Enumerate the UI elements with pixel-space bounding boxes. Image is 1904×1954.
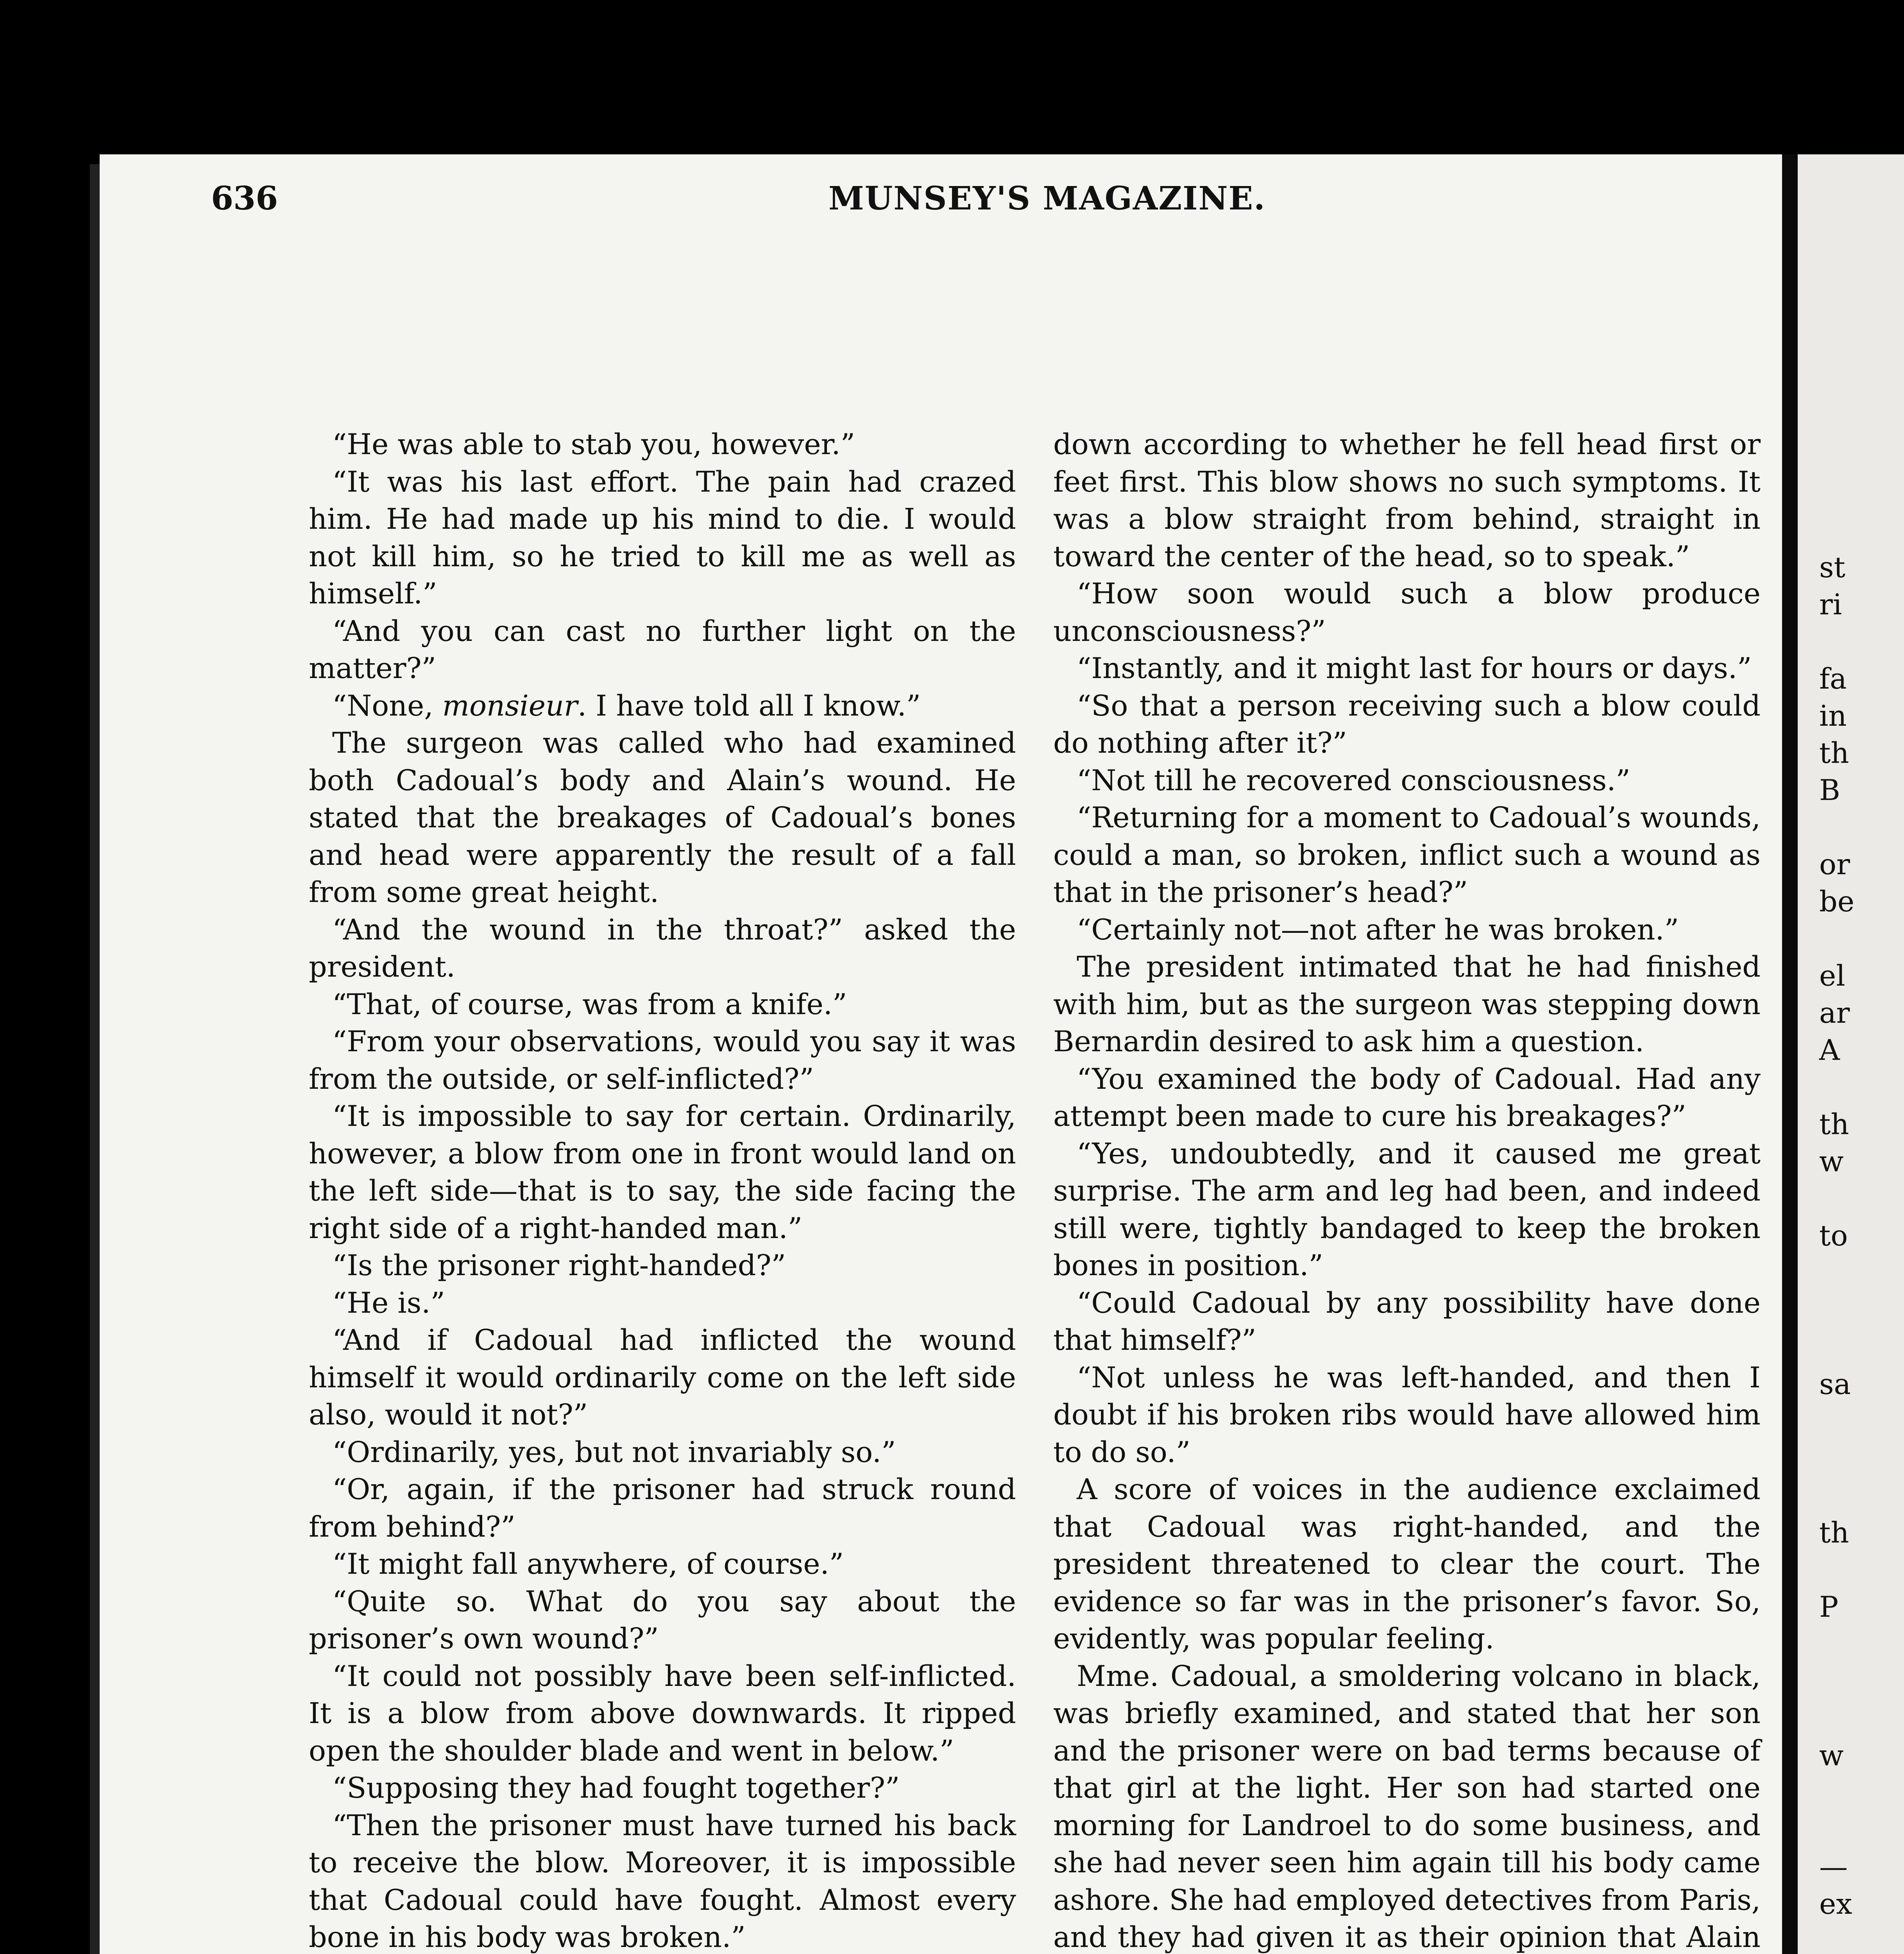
running-title: MUNSEY'S MAGAZINE. — [829, 180, 1266, 217]
paragraph: “He is.” — [332, 1286, 445, 1320]
paragraph: “So that a person receiving such a blow could do nothing after it?” — [1053, 689, 1761, 760]
paragraph: A score of voices in the audience exclaimed that Cadoual was right-handed, and the president threatened to clear the court. The evidence so far was in the prisoner’s favor. So, evidently, was popular feeling. — [1053, 1473, 1761, 1655]
facing-page-fragment: or — [1819, 848, 1850, 881]
facing-page-fragment — [1819, 1292, 1904, 1329]
facing-page-fragment — [1819, 1551, 1904, 1589]
facing-page-fragment: sa — [1819, 1368, 1851, 1401]
paragraph: “Is the prisoner right-handed?” — [332, 1249, 786, 1282]
paragraph: “And you can cast no further light on the matter?” — [309, 614, 1016, 685]
paragraph: “Quite so. What do you say about the prisoner’s own wound?” — [309, 1585, 1016, 1655]
paragraph: “And the wound in the throat?” asked the president. — [309, 913, 1016, 984]
facing-page-fragment: w — [1819, 1145, 1844, 1178]
page-header — [211, 180, 1701, 223]
facing-page-fragment — [1819, 920, 1904, 957]
facing-page-fragment: ri — [1819, 588, 1842, 621]
facing-page-fragment — [1819, 1403, 1904, 1440]
facing-page-fragment: to — [1819, 1219, 1848, 1253]
page-number: 636 — [211, 180, 278, 217]
paragraph: “That, of course, was from a knife.” — [332, 988, 847, 1021]
facing-page-fragment — [1819, 809, 1904, 846]
facing-page-fragment: P — [1819, 1591, 1839, 1624]
paragraph: The surgeon was called who had examined both Cadoual’s body and Alain’s wound. He stated that the breakages of Cadoual’s bones and head were apparently the result of a fall from some great height. — [309, 726, 1016, 909]
facing-page-fragment: th — [1819, 1516, 1849, 1550]
paragraph: down according to whether he fell head first or feet first. This blow shows no such symptoms. It was a blow straight from behind, straight in toward the center of the head, so to speak.” — [1053, 428, 1761, 573]
paragraph: “None, monsieur. I have told all I know.” — [332, 689, 921, 723]
left-text-column — [309, 426, 1016, 1954]
paragraph: “He was able to stab you, however.” — [332, 428, 855, 461]
facing-page-text-fragments — [1819, 549, 1904, 1954]
facing-page-fragment — [1819, 1626, 1904, 1663]
paragraph: “Instantly, and it might last for hours or days.” — [1077, 652, 1752, 685]
paragraph: The president intimated that he had finished with him, but as the surgeon was stepping down Bernardin desired to ask him a question. — [1053, 950, 1761, 1058]
facing-page-fragment: w — [1819, 1739, 1844, 1772]
facing-page-fragment: th — [1819, 737, 1849, 770]
facing-page-fragment: ex — [1819, 1888, 1852, 1921]
facing-page-fragment — [1819, 623, 1904, 660]
facing-page-fragment: ar — [1819, 997, 1850, 1030]
paragraph: “It is impossible to say for certain. Ordinarily, however, a blow from one in front would land on the left side—that is to say, the side facing the right side of a right-handed man.” — [309, 1100, 1016, 1245]
paragraph: “Certainly not—not after he was broken.” — [1077, 913, 1679, 947]
facing-page-fragment — [1819, 1329, 1904, 1366]
facing-page-fragment — [1819, 1700, 1904, 1737]
facing-page-fragment — [1819, 1811, 1904, 1848]
facing-page-fragment: — — [1819, 1850, 1848, 1884]
paragraph: “Or, again, if the prisoner had struck round from behind?” — [309, 1473, 1016, 1544]
paragraph: “It could not possibly have been self-inflicted. It is a blow from above downwards. It ripped open the shoulder blade and went in below.” — [309, 1659, 1016, 1768]
right-text-column — [1053, 426, 1761, 1954]
paragraph: “From your observations, would you say it was from the outside, or self-inflicted?” — [309, 1025, 1016, 1096]
facing-page-fragment: be — [1819, 885, 1854, 918]
paragraph: “Could Cadoual by any possibility have done that himself?” — [1053, 1286, 1761, 1357]
facing-page-fragment: A — [1819, 1034, 1840, 1067]
paragraph: “Returning for a moment to Cadoual’s wounds, could a man, so broken, inflict such a wound as that in the prisoner’s head?” — [1053, 801, 1761, 909]
paragraph: “How soon would such a blow produce unconsciousness?” — [1053, 577, 1761, 648]
facing-page-fragment: in — [1819, 700, 1847, 733]
paragraph: “Yes, undoubtedly, and it caused me great surprise. The arm and leg had been, and indeed still were, tightly bandaged to keep the broken bones in position.” — [1053, 1137, 1761, 1282]
facing-page-fragment: B — [1819, 774, 1840, 807]
facing-page-fragment — [1819, 1774, 1904, 1811]
facing-page-fragment — [1819, 1440, 1904, 1477]
facing-page-edge — [1798, 154, 1904, 1954]
facing-page-fragment: th — [1819, 1108, 1849, 1141]
paragraph: “And if Cadoual had inflicted the wound himself it would ordinarily come on the left side also, would it not?” — [309, 1324, 1016, 1432]
paragraph: “You examined the body of Cadoual. Had any attempt been made to cure his breakages?” — [1053, 1062, 1761, 1133]
facing-page-fragment — [1819, 1477, 1904, 1514]
facing-page-fragment — [1819, 1923, 1904, 1954]
paragraph: “Supposing they had fought together?” — [332, 1771, 900, 1805]
facing-page-fragment: el — [1819, 959, 1845, 993]
facing-page-fragment: fa — [1819, 662, 1847, 696]
facing-page-fragment: st — [1819, 551, 1845, 584]
paragraph: “Ordinarily, yes, but not invariably so.” — [332, 1435, 896, 1469]
paragraph: “Then the prisoner must have turned his back to receive the blow. Moreover, it is impossible that Cadoual could have fought. Almost every bone in his body was broken.” — [309, 1809, 1016, 1954]
paragraph: “Not till he recovered consciousness.” — [1077, 764, 1630, 797]
paragraph: “It was his last effort. The pain had crazed him. He had made up his mind to die. I would not kill him, so he tried to kill me as well as himself.” — [309, 465, 1016, 610]
facing-page-fragment — [1819, 1663, 1904, 1700]
paragraph: “It might fall anywhere, of course.” — [332, 1548, 844, 1581]
paragraph: Mme. Cadoual, a smoldering volcano in black, was briefly examined, and stated that her son and the prisoner were on bad terms because of that girl at the light. Her son had started one morning for Landroel to do some business, and she had never seen him again till his body came ashore. She had employed detectives from Paris, and they had given it as their opinion that Alain — [1053, 1659, 1761, 1954]
facing-page-fragment — [1819, 1254, 1904, 1292]
facing-page-fragment — [1819, 1069, 1904, 1106]
italic-word: monsieur — [442, 689, 578, 723]
paragraph: “Not unless he was left-handed, and then I doubt if his broken ribs would have allowed him to do so.” — [1053, 1361, 1761, 1469]
facing-page-fragment — [1819, 1180, 1904, 1217]
